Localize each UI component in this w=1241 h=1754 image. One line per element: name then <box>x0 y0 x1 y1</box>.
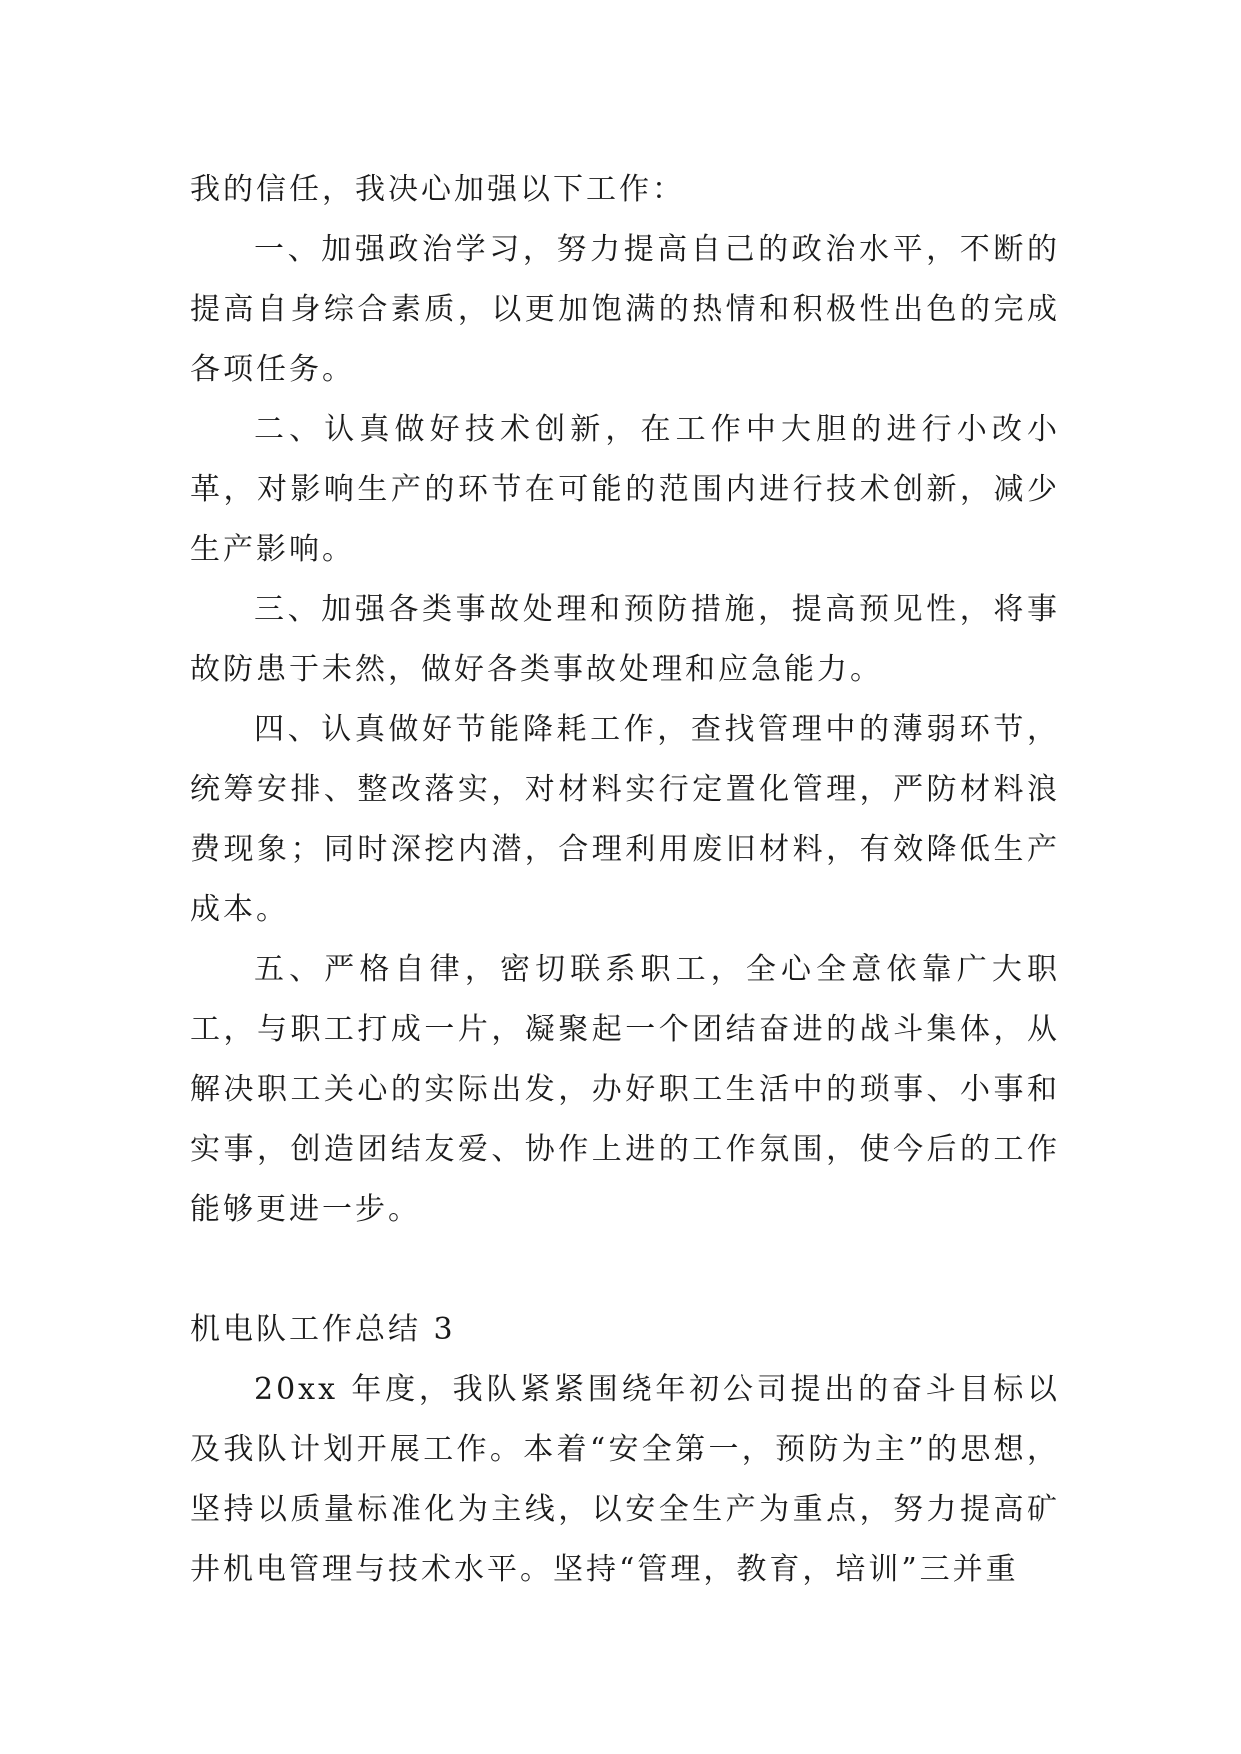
paragraph-continuation: 我的信任，我决心加强以下工作： <box>190 172 685 207</box>
paragraph-item-1: 一、加强政治学习，努力提高自己的政治水平，不断的提高自身综合素质，以更加饱满的热情和积极性出色的完成各项任务。 <box>190 232 1060 387</box>
paragraph-item-5: 五、严格自律，密切联系职工，全心全意依靠广大职工，与职工打成一片，凝聚起一个团结奋进的战斗集体，从解决职工关心的实际出发，办好职工生活中的琐事、小事和实事，创造团结友爱、协作上进的工作氛围，使今后的工作能够更进一步。 <box>190 952 1060 1227</box>
paragraph-item-2: 二、认真做好技术创新，在工作中大胆的进行小改小革，对影响生产的环节在可能的范围内进行技术创新，减少生产影响。 <box>190 412 1060 567</box>
paragraph-summary-intro: 20xx 年度，我队紧紧围绕年初公司提出的奋斗目标以及我队计划开展工作。本着“安全第一，预防为主”的思想，坚持以质量标准化为主线，以安全生产为重点，努力提高矿井机电管理与技术水平。坚持“管理，教育，培训”三并重 <box>190 1372 1060 1587</box>
paragraph-item-3: 三、加强各类事故处理和预防措施，提高预见性，将事故防患于未然，做好各类事故处理和应急能力。 <box>190 592 1060 687</box>
section-title: 机电队工作总结 3 <box>190 1312 456 1347</box>
document-body <box>190 160 1060 1600</box>
paragraph-item-4: 四、认真做好节能降耗工作，查找管理中的薄弱环节，统筹安排、整改落实，对材料实行定置化管理，严防材料浪费现象；同时深挖内潜，合理利用废旧材料，有效降低生产成本。 <box>190 712 1060 927</box>
